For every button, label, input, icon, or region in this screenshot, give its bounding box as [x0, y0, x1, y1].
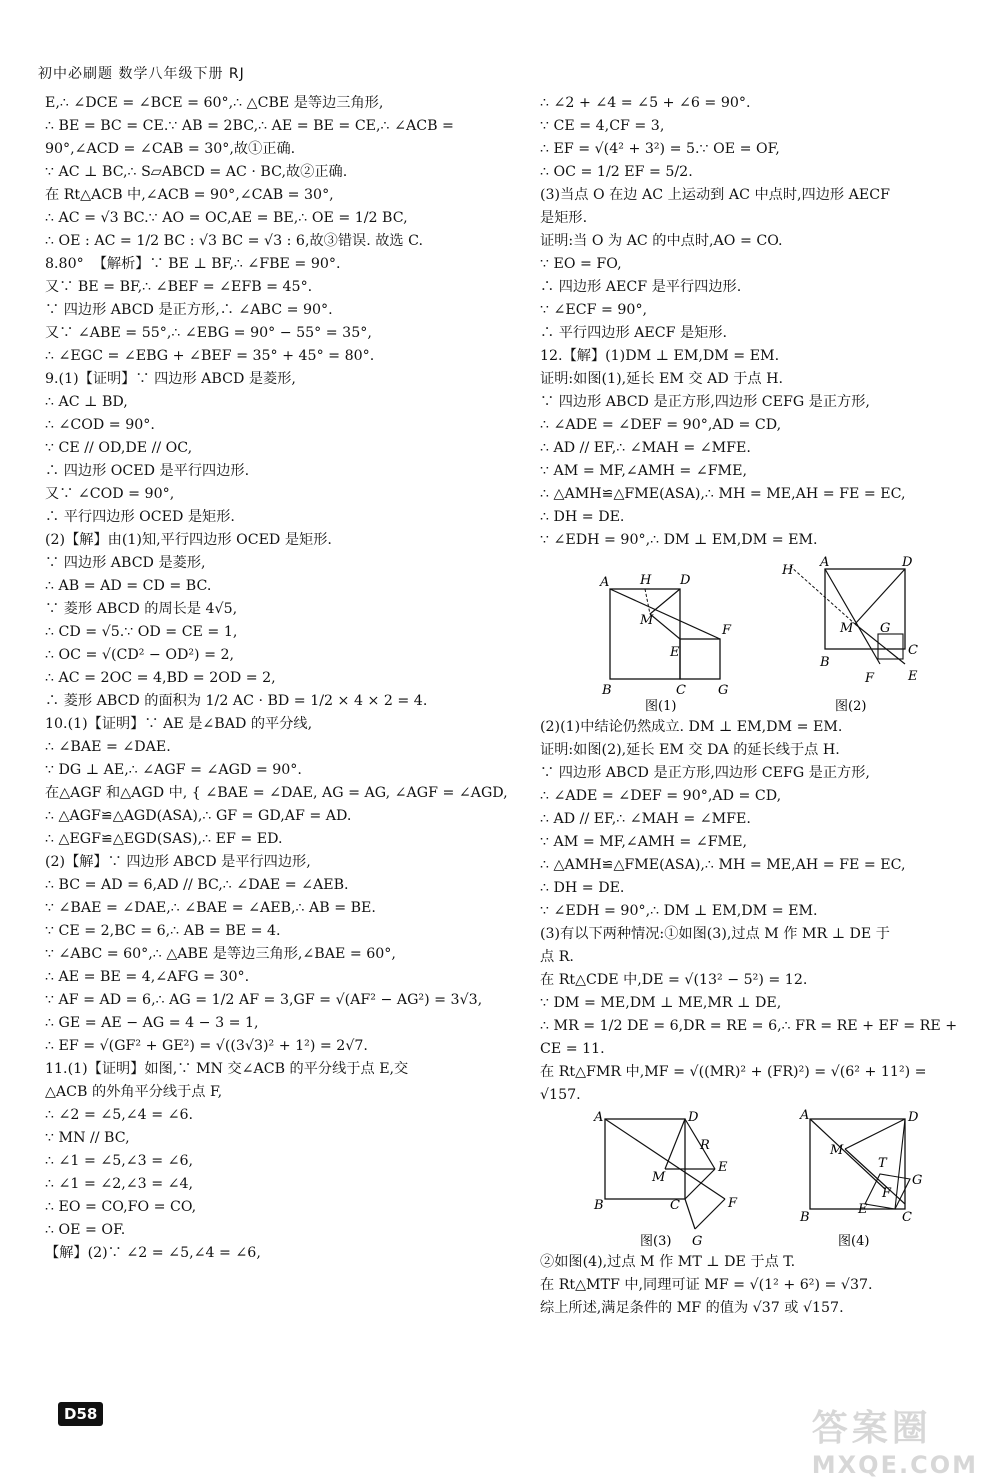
- text-line: ∴ CD = √5.∵ OD = CE = 1,: [45, 624, 238, 640]
- watermark-logo: [812, 1400, 978, 1479]
- figure-1-caption: 图(1): [645, 699, 677, 714]
- text-line: ∴ AB = AD = CD = BC.: [45, 578, 212, 594]
- text-line: ∴ AD // EF,∴ ∠MAH = ∠MFE.: [540, 811, 751, 827]
- text-line: ∴ AD // EF,∴ ∠MAH = ∠MFE.: [540, 440, 751, 456]
- text-line: 点 R.: [540, 949, 574, 965]
- text-line: CE = 11.: [540, 1041, 605, 1057]
- text-line: ∴ EF = √(GF² + GE²) = √((3√3)² + 1²) = 2√7.: [45, 1038, 368, 1054]
- text-line: △ACB 的外角平分线于点 F,: [45, 1084, 223, 1100]
- text-line: ∵ AM = MF,∠AMH = ∠FME,: [540, 463, 747, 479]
- svg-text:G: G: [692, 1234, 703, 1249]
- text-line: 11.(1)【证明】如图,∵ MN 交∠ACB 的平分线于点 E,交: [45, 1061, 409, 1077]
- text-line: ∴ BC = AD = 6,AD // BC,∴ ∠DAE = ∠AEB.: [45, 877, 349, 893]
- svg-text:F: F: [728, 1196, 738, 1211]
- text-line: ∴ ∠1 = ∠5,∠3 = ∠6,: [45, 1153, 194, 1169]
- text-line: ∵ DG ⊥ AE,∴ ∠AGF = ∠AGD = 90°.: [45, 762, 302, 778]
- text-line: ∴ 四边形 AECF 是平行四边形.: [540, 279, 742, 295]
- svg-text:M: M: [840, 621, 854, 636]
- figure-2-caption: 图(2): [835, 699, 867, 714]
- text-line: ∴ OC = √(CD² − OD²) = 2,: [45, 647, 235, 663]
- text-line: 10.(1)【证明】∵ AE 是∠BAD 的平分线,: [45, 716, 313, 732]
- text-line: ∴ 菱形 ABCD 的面积为 1/2 AC · BD = 1/2 × 4 × 2 = 4.: [45, 693, 428, 709]
- text-line: ∵ CE = 2,BC = 6,∴ AB = BE = 4.: [45, 923, 281, 939]
- text-line: ∴ 四边形 OCED 是平行四边形.: [45, 463, 250, 479]
- text-line: (3)有以下两种情况:①如图(3),过点 M 作 MR ⊥ DE 于: [540, 926, 890, 942]
- svg-text:E: E: [718, 1160, 728, 1175]
- svg-text:C: C: [670, 1198, 680, 1213]
- text-line: ∵ 菱形 ABCD 的周长是 4√5,: [45, 601, 238, 617]
- text-line: 是矩形.: [540, 210, 588, 226]
- right-block-a: [540, 92, 980, 552]
- text-line: ∴ △AGF≌△AGD(ASA),∴ GF = GD,AF = AD.: [45, 808, 352, 824]
- text-line: ∵ ∠ABC = 60°,∴ △ABE 是等边三角形,∠BAE = 60°,: [45, 946, 396, 962]
- svg-text:T: T: [878, 1156, 887, 1171]
- text-line: ∴ AE = BE = 4,∠AFG = 30°.: [45, 969, 250, 985]
- svg-text:E: E: [908, 669, 918, 684]
- svg-text:C: C: [902, 1210, 912, 1225]
- svg-text:A: A: [800, 1109, 810, 1123]
- svg-text:D: D: [680, 573, 691, 588]
- text-line: (2)【解】∵ 四边形 ABCD 是平行四边形,: [45, 854, 311, 870]
- text-line: ∵ 四边形 ABCD 是菱形,: [45, 555, 206, 571]
- text-line: 证明:如图(2),延长 EM 交 DA 的延长线于点 H.: [540, 742, 840, 758]
- svg-text:F: F: [882, 1186, 892, 1201]
- svg-text:M: M: [640, 613, 654, 628]
- text-line: ∴ 平行四边形 AECF 是矩形.: [540, 325, 728, 341]
- figure-3: [580, 1109, 750, 1249]
- text-line: ∵ 四边形 ABCD 是正方形,四边形 CEFG 是正方形,: [540, 765, 870, 781]
- text-line: ∴ △AMH≌△FME(ASA),∴ MH = ME,AH = FE = EC,: [540, 857, 906, 873]
- text-line: 8.80° 【解析】∵ BE ⊥ BF,∴ ∠FBE = 90°.: [45, 256, 341, 272]
- text-line: 又∵ ∠COD = 90°,: [45, 486, 175, 502]
- text-line: ∴ EF = √(4² + 3²) = 5.∵ OE = OF,: [540, 141, 780, 157]
- text-line: ∴ ∠ADE = ∠DEF = 90°,AD = CD,: [540, 417, 782, 433]
- svg-text:A: A: [600, 575, 610, 590]
- svg-text:M: M: [652, 1170, 666, 1185]
- right-block-b: [540, 716, 980, 1107]
- text-line: 在△AGF 和△AGD 中, { ∠BAE = ∠DAE, AG = AG, ∠AGF = ∠AGD,: [45, 785, 508, 801]
- svg-text:G: G: [718, 683, 729, 698]
- text-line: ②如图(4),过点 M 作 MT ⊥ DE 于点 T.: [540, 1254, 796, 1270]
- svg-text:H: H: [782, 563, 794, 578]
- text-line: ∵ MN // BC,: [45, 1130, 130, 1146]
- right-block-c: [540, 1251, 980, 1320]
- text-line: ∴ ∠ADE = ∠DEF = 90°,AD = CD,: [540, 788, 782, 804]
- text-line: ∵ ∠BAE = ∠DAE,∴ ∠BAE = ∠AEB,∴ AB = BE.: [45, 900, 376, 916]
- text-line: E,∴ ∠DCE = ∠BCE = 60°,∴ △CBE 是等边三角形,: [45, 95, 384, 111]
- text-line: ∴ DH = DE.: [540, 880, 625, 896]
- figure-4: [790, 1109, 940, 1249]
- text-line: ∴ AC = √3 BC.∵ AO = OC,AE = BE,∴ OE = 1/2 BC,: [45, 210, 408, 226]
- text-line: ∵ ∠ECF = 90°,: [540, 302, 648, 318]
- text-line: ∴ GE = AE − AG = 4 − 3 = 1,: [45, 1015, 259, 1031]
- text-line: (2)(1)中结论仍然成立. DM ⊥ EM,DM = EM.: [540, 719, 843, 735]
- svg-text:D: D: [908, 1110, 919, 1125]
- svg-text:G: G: [880, 621, 891, 636]
- text-line: ∴ EO = CO,FO = CO,: [45, 1199, 197, 1215]
- text-line: ∴ ∠2 + ∠4 = ∠5 + ∠6 = 90°.: [540, 95, 751, 111]
- text-line: (3)当点 O 在边 AC 上运动到 AC 中点时,四边形 AECF: [540, 187, 890, 203]
- figure-1: [590, 554, 740, 714]
- svg-text:C: C: [676, 683, 686, 698]
- svg-text:A: A: [594, 1110, 604, 1125]
- text-line: ∴ ∠2 = ∠5,∠4 = ∠6.: [45, 1107, 194, 1123]
- svg-text:D: D: [902, 555, 913, 570]
- text-line: ∵ ∠EDH = 90°,∴ DM ⊥ EM,DM = EM.: [540, 903, 818, 919]
- figures-3-4: [540, 1109, 980, 1249]
- svg-text:H: H: [640, 573, 652, 588]
- figure-3-caption: 图(3): [640, 1234, 672, 1249]
- text-line: ∴ ∠BAE = ∠DAE.: [45, 739, 171, 755]
- text-line: ∴ △AMH≌△FME(ASA),∴ MH = ME,AH = FE = EC,: [540, 486, 906, 502]
- text-line: (2)【解】由(1)知,平行四边形 OCED 是矩形.: [45, 532, 332, 548]
- text-line: ∵ AC ⊥ BC,∴ S▱ABCD = AC · BC,故②正确.: [45, 164, 348, 180]
- text-line: ∴ BE = BC = CE.∵ AB = 2BC,∴ AE = BE = CE,∴ ∠ACB =: [45, 118, 454, 134]
- text-line: 又∵ BE = BF,∴ ∠BEF = ∠EFB = 45°.: [45, 279, 313, 295]
- text-line: ∴ △EGF≌△EGD(SAS),∴ EF = ED.: [45, 831, 283, 847]
- text-line: 12.【解】(1)DM ⊥ EM,DM = EM.: [540, 348, 780, 364]
- watermark-line-1: 答案圈: [811, 1408, 932, 1449]
- text-line: 在 Rt△CDE 中,DE = √(13² − 5²) = 12.: [540, 972, 808, 988]
- text-line: 证明:如图(1),延长 EM 交 AD 于点 H.: [540, 371, 784, 387]
- text-line: ∴ 平行四边形 OCED 是矩形.: [45, 509, 235, 525]
- svg-text:F: F: [722, 623, 732, 638]
- svg-text:G: G: [912, 1173, 923, 1188]
- svg-text:B: B: [594, 1198, 604, 1213]
- figure-4-caption: 图(4): [838, 1234, 870, 1249]
- svg-text:D: D: [688, 1110, 699, 1125]
- svg-text:M: M: [830, 1143, 844, 1158]
- text-line: 综上所述,满足条件的 MF 的值为 √37 或 √157.: [540, 1300, 844, 1316]
- svg-text:C: C: [908, 643, 918, 658]
- text-line: 【解】(2)∵ ∠2 = ∠5,∠4 = ∠6,: [45, 1245, 261, 1261]
- text-line: ∵ CE = 4,CF = 3,: [540, 118, 665, 134]
- text-line: 在 Rt△ACB 中,∠ACB = 90°,∠CAB = 30°,: [45, 187, 334, 203]
- text-line: ∴ OE : AC = 1/2 BC : √3 BC = √3 : 6,故③错误. 故选 C.: [45, 233, 423, 249]
- svg-text:E: E: [858, 1202, 868, 1217]
- text-line: ∵ ∠EDH = 90°,∴ DM ⊥ EM,DM = EM.: [540, 532, 818, 548]
- svg-text:B: B: [820, 655, 830, 670]
- text-line: 9.(1)【证明】∵ 四边形 ABCD 是菱形,: [45, 371, 296, 387]
- text-line: ∵ EO = FO,: [540, 256, 622, 272]
- text-line: ∴ ∠1 = ∠2,∠3 = ∠4,: [45, 1176, 194, 1192]
- page-header: 初中必刷题 数学八年级下册 RJ: [38, 66, 245, 82]
- watermark-line-2: MXQE.COM: [811, 1451, 978, 1479]
- text-line: ∴ OE = OF.: [45, 1222, 126, 1238]
- text-line: ∴ AC = 2OC = 4,BD = 2OD = 2,: [45, 670, 276, 686]
- text-line: ∵ CE // OD,DE // OC,: [45, 440, 193, 456]
- svg-text:F: F: [865, 671, 875, 686]
- text-line: ∵ AF = AD = 6,∴ AG = 1/2 AF = 3,GF = √(AF² − AG²) = 3√3,: [45, 992, 483, 1008]
- text-line: ∴ AC ⊥ BD,: [45, 394, 128, 410]
- svg-text:E: E: [670, 645, 680, 660]
- text-line: ∵ 四边形 ABCD 是正方形,∴ ∠ABC = 90°.: [45, 302, 333, 318]
- text-line: ∴ ∠EGC = ∠EBG + ∠BEF = 35° + 45° = 80°.: [45, 348, 375, 364]
- figures-1-2: [540, 554, 980, 714]
- svg-text:B: B: [602, 683, 612, 698]
- page-number: D58: [58, 1402, 103, 1426]
- text-line: ∴ DH = DE.: [540, 509, 625, 525]
- left-column: [45, 92, 515, 1265]
- text-line: 90°,∠ACD = ∠CAB = 30°,故①正确.: [45, 141, 296, 157]
- right-column: [540, 92, 980, 1320]
- text-line: ∴ ∠COD = 90°.: [45, 417, 155, 433]
- svg-text:A: A: [820, 555, 830, 570]
- text-line: 证明:当 O 为 AC 的中点时,AO = CO.: [540, 233, 783, 249]
- figure-2: [780, 554, 930, 714]
- text-line: √157.: [540, 1087, 581, 1103]
- text-line: 在 Rt△FMR 中,MF = √((MR)² + (FR)²) = √(6² + 11²) =: [540, 1064, 927, 1080]
- text-line: ∵ DM = ME,DM ⊥ ME,MR ⊥ DE,: [540, 995, 782, 1011]
- text-line: ∴ OC = 1/2 EF = 5/2.: [540, 164, 693, 180]
- svg-text:R: R: [700, 1138, 710, 1153]
- text-line: ∵ AM = MF,∠AMH = ∠FME,: [540, 834, 747, 850]
- svg-text:B: B: [800, 1210, 810, 1225]
- text-line: ∴ MR = 1/2 DE = 6,DR = RE = 6,∴ FR = RE + EF = RE +: [540, 1018, 958, 1034]
- text-line: 在 Rt△MTF 中,同理可证 MF = √(1² + 6²) = √37.: [540, 1277, 873, 1293]
- text-line: 又∵ ∠ABE = 55°,∴ ∠EBG = 90° − 55° = 35°,: [45, 325, 372, 341]
- text-line: ∵ 四边形 ABCD 是正方形,四边形 CEFG 是正方形,: [540, 394, 870, 410]
